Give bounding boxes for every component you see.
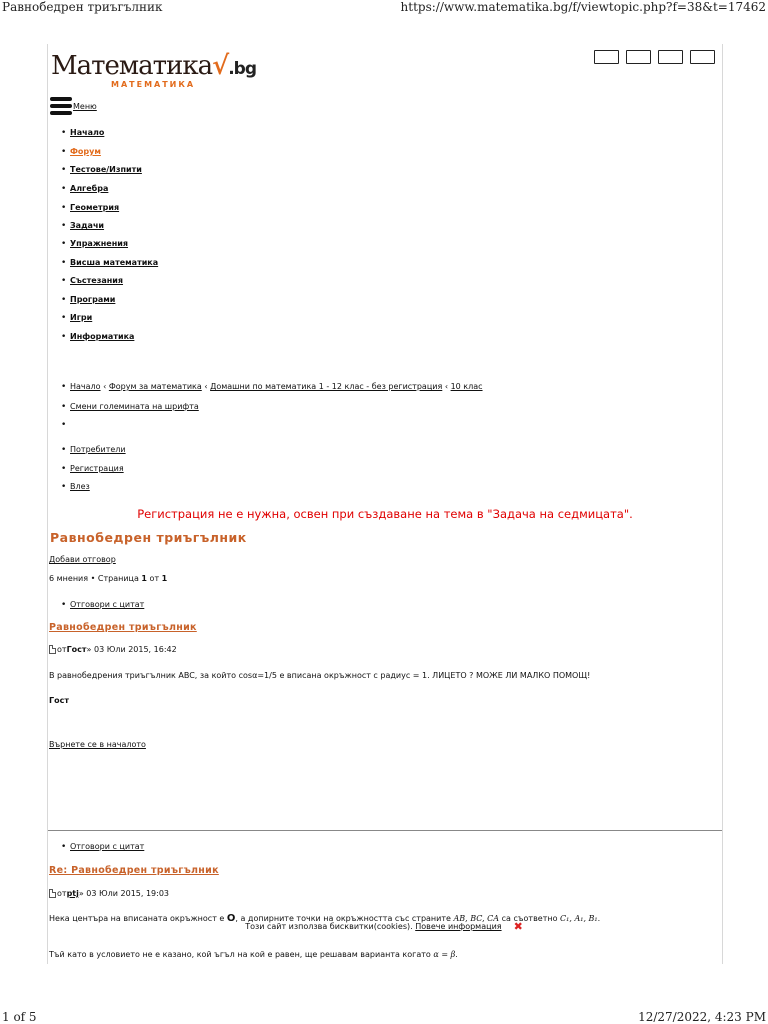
- post-icon[interactable]: [49, 645, 56, 654]
- nav-item-geometry: [70, 203, 119, 212]
- post-meta: от ptj » 03 Юли 2015, 19:03: [49, 889, 169, 898]
- post-divider: [48, 830, 722, 831]
- post-author: Гост: [66, 645, 87, 654]
- post-action-item: [70, 842, 144, 851]
- nav-item-home: [70, 128, 104, 137]
- toolbar-button-2[interactable]: [626, 50, 651, 64]
- breadcrumb-forum[interactable]: Форум за математика: [108, 382, 202, 391]
- math-points: C₁, A₁, B₁: [560, 914, 598, 923]
- page-content: [47, 44, 723, 964]
- print-datetime: 12/27/2022, 4:23 PM: [638, 1010, 766, 1024]
- user-item: [70, 482, 90, 491]
- nav-item-forum: [70, 147, 101, 156]
- nav-link-tests[interactable]: Тестове/Изпити: [70, 165, 142, 174]
- current-page: 1: [141, 574, 147, 583]
- nav-item-problems: [70, 221, 104, 230]
- post-body: В равнобедрения триъгълник ABC, за който cosα=1/5 е вписана окръжност с радиус = 1. ЛИЦЕТО ? МОЖЕ ЛИ МАЛКО ПОМОЩ!: [49, 671, 591, 680]
- nav-item-games: [70, 313, 92, 322]
- menu-toggle[interactable]: [50, 97, 97, 115]
- math-condition: α = β: [433, 950, 456, 959]
- breadcrumb-sep: ‹: [204, 382, 208, 391]
- post-body-line: Тъй като в условието не е казано, кой ъгъл на кой е равен, ще решавам варианта когато α = β.: [49, 950, 458, 959]
- nav-item-algebra: [70, 184, 108, 193]
- members-link[interactable]: Потребители: [70, 445, 126, 454]
- nav-item-tests: [70, 165, 142, 174]
- math-sides: AB, BC, CA: [453, 914, 500, 923]
- post-icon[interactable]: [49, 889, 56, 898]
- nav-item-exercises: [70, 239, 128, 248]
- toolbar-button-4[interactable]: [690, 50, 715, 64]
- toolbar-button-3[interactable]: [658, 50, 683, 64]
- center-symbol: O: [226, 913, 236, 924]
- cookie-bar: [0, 920, 768, 933]
- post-title[interactable]: Re: Равнобедрен триъгълник: [49, 865, 219, 876]
- breadcrumb-grade[interactable]: 10 клас: [450, 382, 483, 391]
- nav-link-higher-math[interactable]: Висша математика: [70, 258, 159, 267]
- toolbar-button-1[interactable]: [594, 50, 619, 64]
- print-header: [0, 0, 768, 18]
- registration-notice: Регистрация не е нужна, освен при създаване на тема в "Задача на седмицата".: [137, 507, 633, 521]
- total-pages: 1: [161, 574, 168, 583]
- login-link[interactable]: Влез: [70, 482, 90, 491]
- nav-link-competitions[interactable]: Състезания: [70, 276, 124, 285]
- nav-link-geometry[interactable]: Геометрия: [70, 203, 120, 212]
- logo-wordmark: Математика√.bg: [51, 51, 256, 81]
- nav-link-programs[interactable]: Програми: [70, 295, 116, 304]
- nav-item-higher-math: [70, 258, 158, 267]
- breadcrumb-home[interactable]: Начало: [70, 382, 101, 391]
- page-url[interactable]: https://www.matematika.bg/f/viewtopic.php?f=38&t=17462: [400, 0, 766, 14]
- cookie-more-link[interactable]: Повече информация: [415, 922, 502, 931]
- nav-link-algebra[interactable]: Алгебра: [70, 184, 109, 193]
- nav-link-informatics[interactable]: Информатика: [70, 332, 135, 341]
- logo-subtitle: МАТЕМАТИКА: [111, 80, 196, 89]
- quote-reply-link[interactable]: Отговори с цитат: [70, 842, 145, 851]
- hamburger-icon: [50, 97, 72, 115]
- topic-stats: 6 мнения • Страница 1 от 1: [49, 574, 168, 583]
- post-body-line: Нека центъра на вписаната окръжност е O, а допирните точки на окръжността със страните AB, BC, CA са съответно C₁, A₁, B₁.: [49, 913, 601, 924]
- site-logo[interactable]: [51, 51, 256, 90]
- nav-item-competitions: [70, 276, 123, 285]
- post-signature: Гост: [49, 696, 69, 705]
- add-reply-link[interactable]: Добави отговор: [49, 555, 116, 564]
- user-item: [70, 445, 126, 454]
- menu-label: Меню: [73, 101, 97, 111]
- post-meta: от Гост » 03 Юли 2015, 16:42: [49, 645, 177, 654]
- page-tab-title: Равнобедрен триъгълник: [2, 0, 163, 14]
- nav-item-programs: [70, 295, 115, 304]
- post-title[interactable]: Равнобедрен триъгълник: [49, 622, 197, 633]
- topic-title: Равнобедрен триъгълник: [50, 530, 247, 545]
- tools-item: [70, 402, 199, 411]
- cookie-text: Този сайт използва бисквитки(cookies).: [245, 922, 416, 931]
- nav-link-forum[interactable]: Форум: [70, 147, 101, 156]
- breadcrumb-sep: ‹: [444, 382, 449, 391]
- register-link[interactable]: Регистрация: [70, 464, 124, 473]
- print-footer: [0, 1010, 768, 1024]
- nav-link-problems[interactable]: Задачи: [70, 221, 105, 230]
- font-size-toggle[interactable]: Смени големината на шрифта: [70, 402, 199, 411]
- nav-link-games[interactable]: Игри: [70, 313, 93, 322]
- back-to-top-link[interactable]: Върнете се в началото: [49, 740, 146, 749]
- user-item: [70, 464, 124, 473]
- post-author[interactable]: ptj: [66, 889, 79, 898]
- close-icon[interactable]: ✖: [513, 920, 523, 933]
- nav-link-home[interactable]: Начало: [70, 128, 105, 137]
- breadcrumb-section[interactable]: Домашни по математика 1 - 12 клас - без регистрация: [210, 382, 443, 391]
- quote-reply-link[interactable]: Отговори с цитат: [70, 600, 145, 609]
- page-counter: 1 of 5: [2, 1010, 37, 1024]
- post-action-item: [70, 600, 144, 609]
- nav-link-exercises[interactable]: Упражнения: [70, 239, 129, 248]
- nav-item-informatics: [70, 332, 134, 341]
- breadcrumb-sep: ‹: [103, 382, 107, 391]
- breadcrumb-row: [70, 382, 483, 391]
